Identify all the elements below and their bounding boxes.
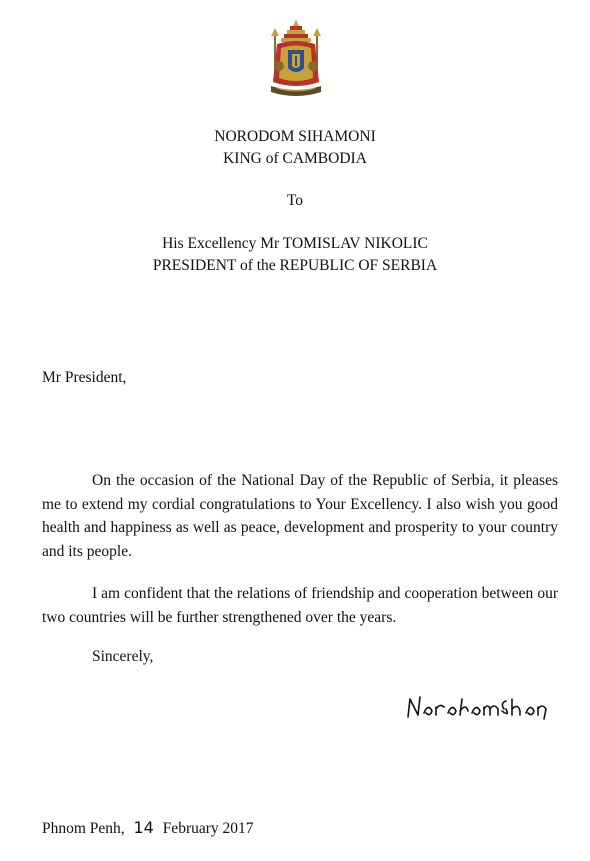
body-paragraph-2: I am confident that the relations of friendship and cooperation between our two countries will be further strengthened over the years. <box>42 585 558 626</box>
sender-title: KING of CAMBODIA <box>223 150 367 167</box>
salutation: Mr President, <box>42 369 127 386</box>
closing: Sincerely, <box>92 648 154 665</box>
handwritten-day: 14 <box>133 818 154 837</box>
sender-name: NORODOM SIHAMONI <box>214 128 376 145</box>
place: Phnom Penh, <box>42 820 125 837</box>
recipient-line-2: PRESIDENT of the REPUBLIC OF SERBIA <box>152 257 438 274</box>
date-line <box>42 818 254 838</box>
recipient-line-1: His Excellency Mr TOMISLAV NIKOLIC <box>162 235 428 252</box>
recipient-to: To <box>286 192 304 209</box>
month-year: February 2017 <box>162 820 254 837</box>
royal-emblem-icon <box>263 18 329 102</box>
body-paragraph-1: On the occasion of the National Day of the Republic of Serbia, it pleases me to extend my cordial congratulations to Your Excellency. I also wish you good health and happiness as well as peace, development and prosperity to your country and its people. <box>42 472 558 560</box>
signature-icon <box>402 689 552 725</box>
